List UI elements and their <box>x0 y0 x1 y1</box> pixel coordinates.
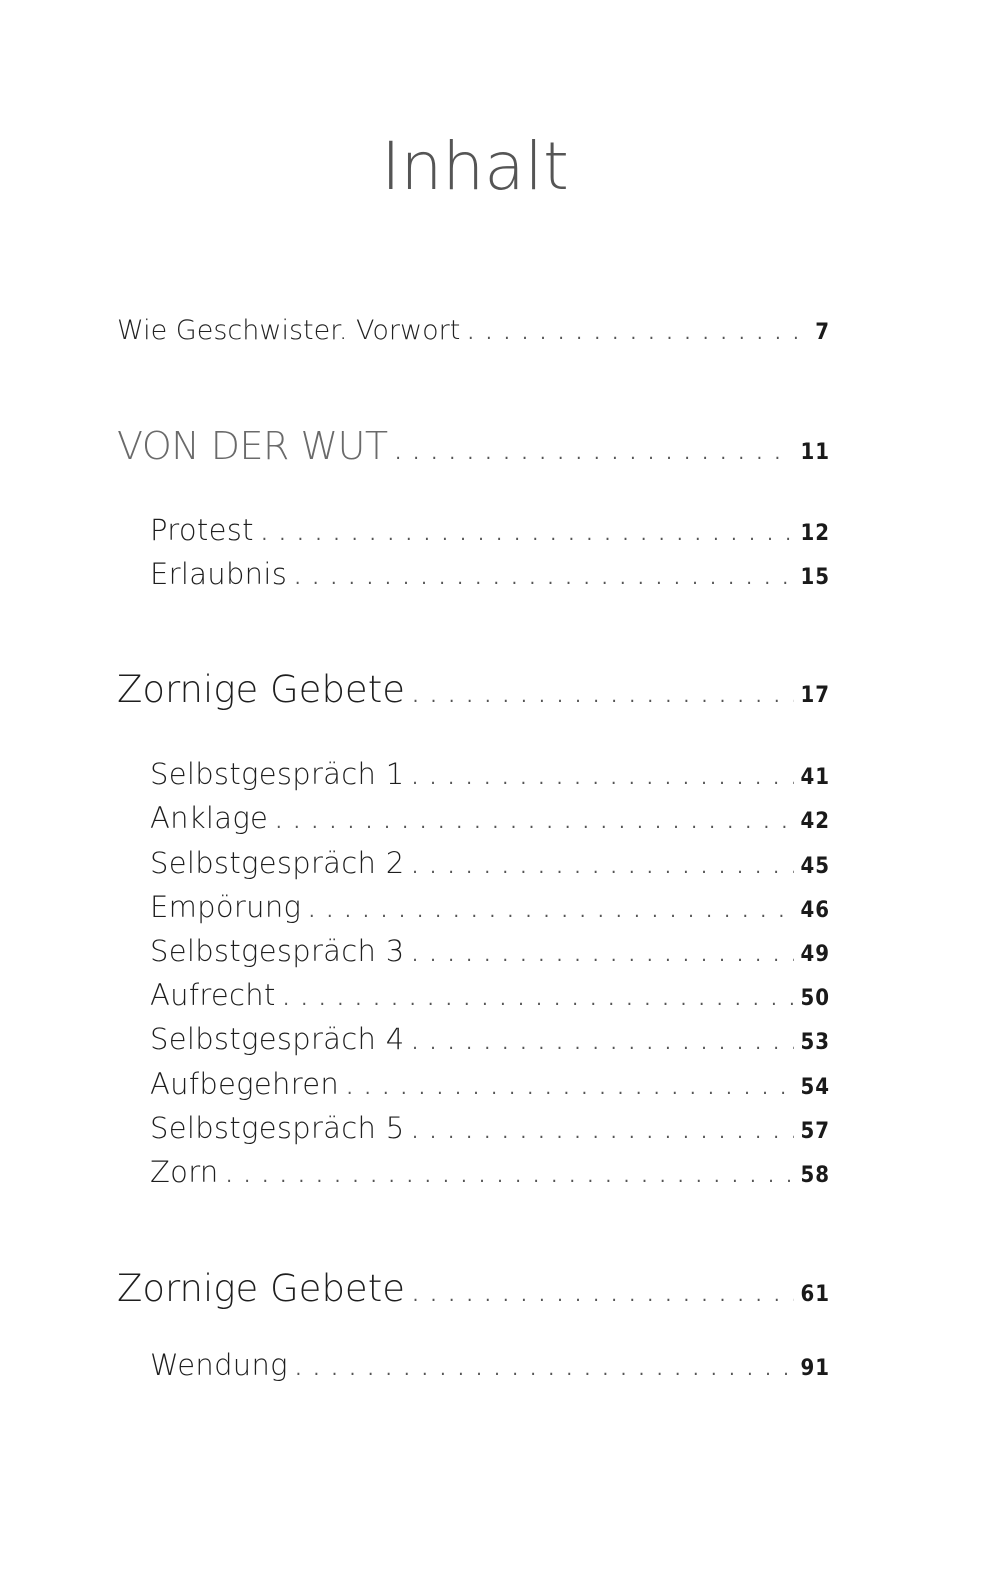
toc-entry-selbstgespraech-2[interactable] <box>150 846 830 880</box>
toc-section-zornige-gebete-2[interactable] <box>117 1267 830 1310</box>
toc-entry-label: Aufrecht <box>150 978 276 1012</box>
toc-entry-label: Selbstgespräch 2 <box>150 846 405 880</box>
toc-page-number: 17 <box>800 683 830 708</box>
dot-leader <box>282 993 795 1008</box>
dot-leader <box>307 905 794 920</box>
dot-leader <box>410 772 794 787</box>
toc-page-number: 46 <box>800 898 830 923</box>
dot-leader <box>411 690 794 705</box>
toc-page-number: 53 <box>800 1030 830 1055</box>
toc-entry-label: Aufbegehren <box>150 1067 340 1101</box>
toc-entry-label: Selbstgespräch 3 <box>150 934 405 968</box>
toc-entry-label: Selbstgespräch 1 <box>150 757 405 791</box>
toc-page-number: 7 <box>815 320 830 345</box>
toc-page-number: 54 <box>800 1075 830 1100</box>
toc-entry-label: Zorn <box>150 1155 219 1189</box>
toc-page-number: 41 <box>800 765 830 790</box>
toc-page-number: 42 <box>800 809 830 834</box>
toc-entry-erlaubnis[interactable] <box>150 557 830 591</box>
dot-leader <box>225 1170 795 1185</box>
toc-section-label: Zornige Gebete <box>117 668 405 711</box>
toc-entry-selbstgespraech-5[interactable] <box>150 1111 830 1145</box>
toc-page-number: 58 <box>800 1163 830 1188</box>
toc-entry-label: Anklage <box>150 801 269 835</box>
toc-entry-label: Erlaubnis <box>150 557 288 591</box>
toc-entry-aufbegehren[interactable] <box>150 1067 830 1101</box>
dot-leader <box>294 1363 795 1378</box>
dot-leader <box>411 1289 794 1304</box>
dot-leader <box>293 572 794 587</box>
dot-leader <box>466 327 809 342</box>
toc-entry-empoerung[interactable] <box>150 890 830 924</box>
dot-leader <box>410 1037 794 1052</box>
toc-section-zornige-gebete[interactable] <box>117 668 830 711</box>
toc-page-number: 61 <box>800 1282 830 1307</box>
dot-leader <box>274 816 794 831</box>
toc-entry-wendung[interactable] <box>150 1348 830 1382</box>
toc-entry-label: Selbstgespräch 4 <box>150 1022 405 1056</box>
toc-entry-zorn[interactable] <box>150 1155 830 1189</box>
toc-page-number: 11 <box>800 440 830 465</box>
toc-entry-protest[interactable] <box>150 513 830 547</box>
toc-entry-label: Wie Geschwister. Vorwort <box>117 315 461 346</box>
dot-leader <box>260 528 795 543</box>
toc-entry-label: Empörung <box>150 890 302 924</box>
page-title: Inhalt <box>381 128 569 205</box>
toc-entry-label: Selbstgespräch 5 <box>150 1111 405 1145</box>
toc-entry-label: Wendung <box>150 1348 288 1382</box>
toc-entry-selbstgespraech-1[interactable] <box>150 757 830 791</box>
toc-entry-aufrecht[interactable] <box>150 978 830 1012</box>
toc-page-number: 91 <box>800 1356 830 1381</box>
toc-page-number: 45 <box>800 854 830 879</box>
toc-page-number: 57 <box>800 1119 830 1144</box>
dot-leader <box>410 1126 794 1141</box>
toc-entry-label: Protest <box>150 513 254 547</box>
toc-entry-selbstgespraech-4[interactable] <box>150 1022 830 1056</box>
toc-entry-selbstgespraech-3[interactable] <box>150 934 830 968</box>
toc-section-von-der-wut[interactable] <box>117 424 830 468</box>
dot-leader <box>410 861 794 876</box>
dot-leader <box>410 949 794 964</box>
dot-leader <box>394 447 795 462</box>
dot-leader <box>345 1082 794 1097</box>
toc-entry-vorwort[interactable] <box>117 315 830 346</box>
toc-entry-anklage[interactable] <box>150 801 830 835</box>
toc-page-number: 49 <box>800 942 830 967</box>
toc-section-label: Zornige Gebete <box>117 1267 405 1310</box>
toc-page-number: 50 <box>800 986 830 1011</box>
toc-page-number: 12 <box>800 521 830 546</box>
toc-page-number: 15 <box>800 565 830 590</box>
toc-section-label: VON DER WUT <box>117 424 388 468</box>
